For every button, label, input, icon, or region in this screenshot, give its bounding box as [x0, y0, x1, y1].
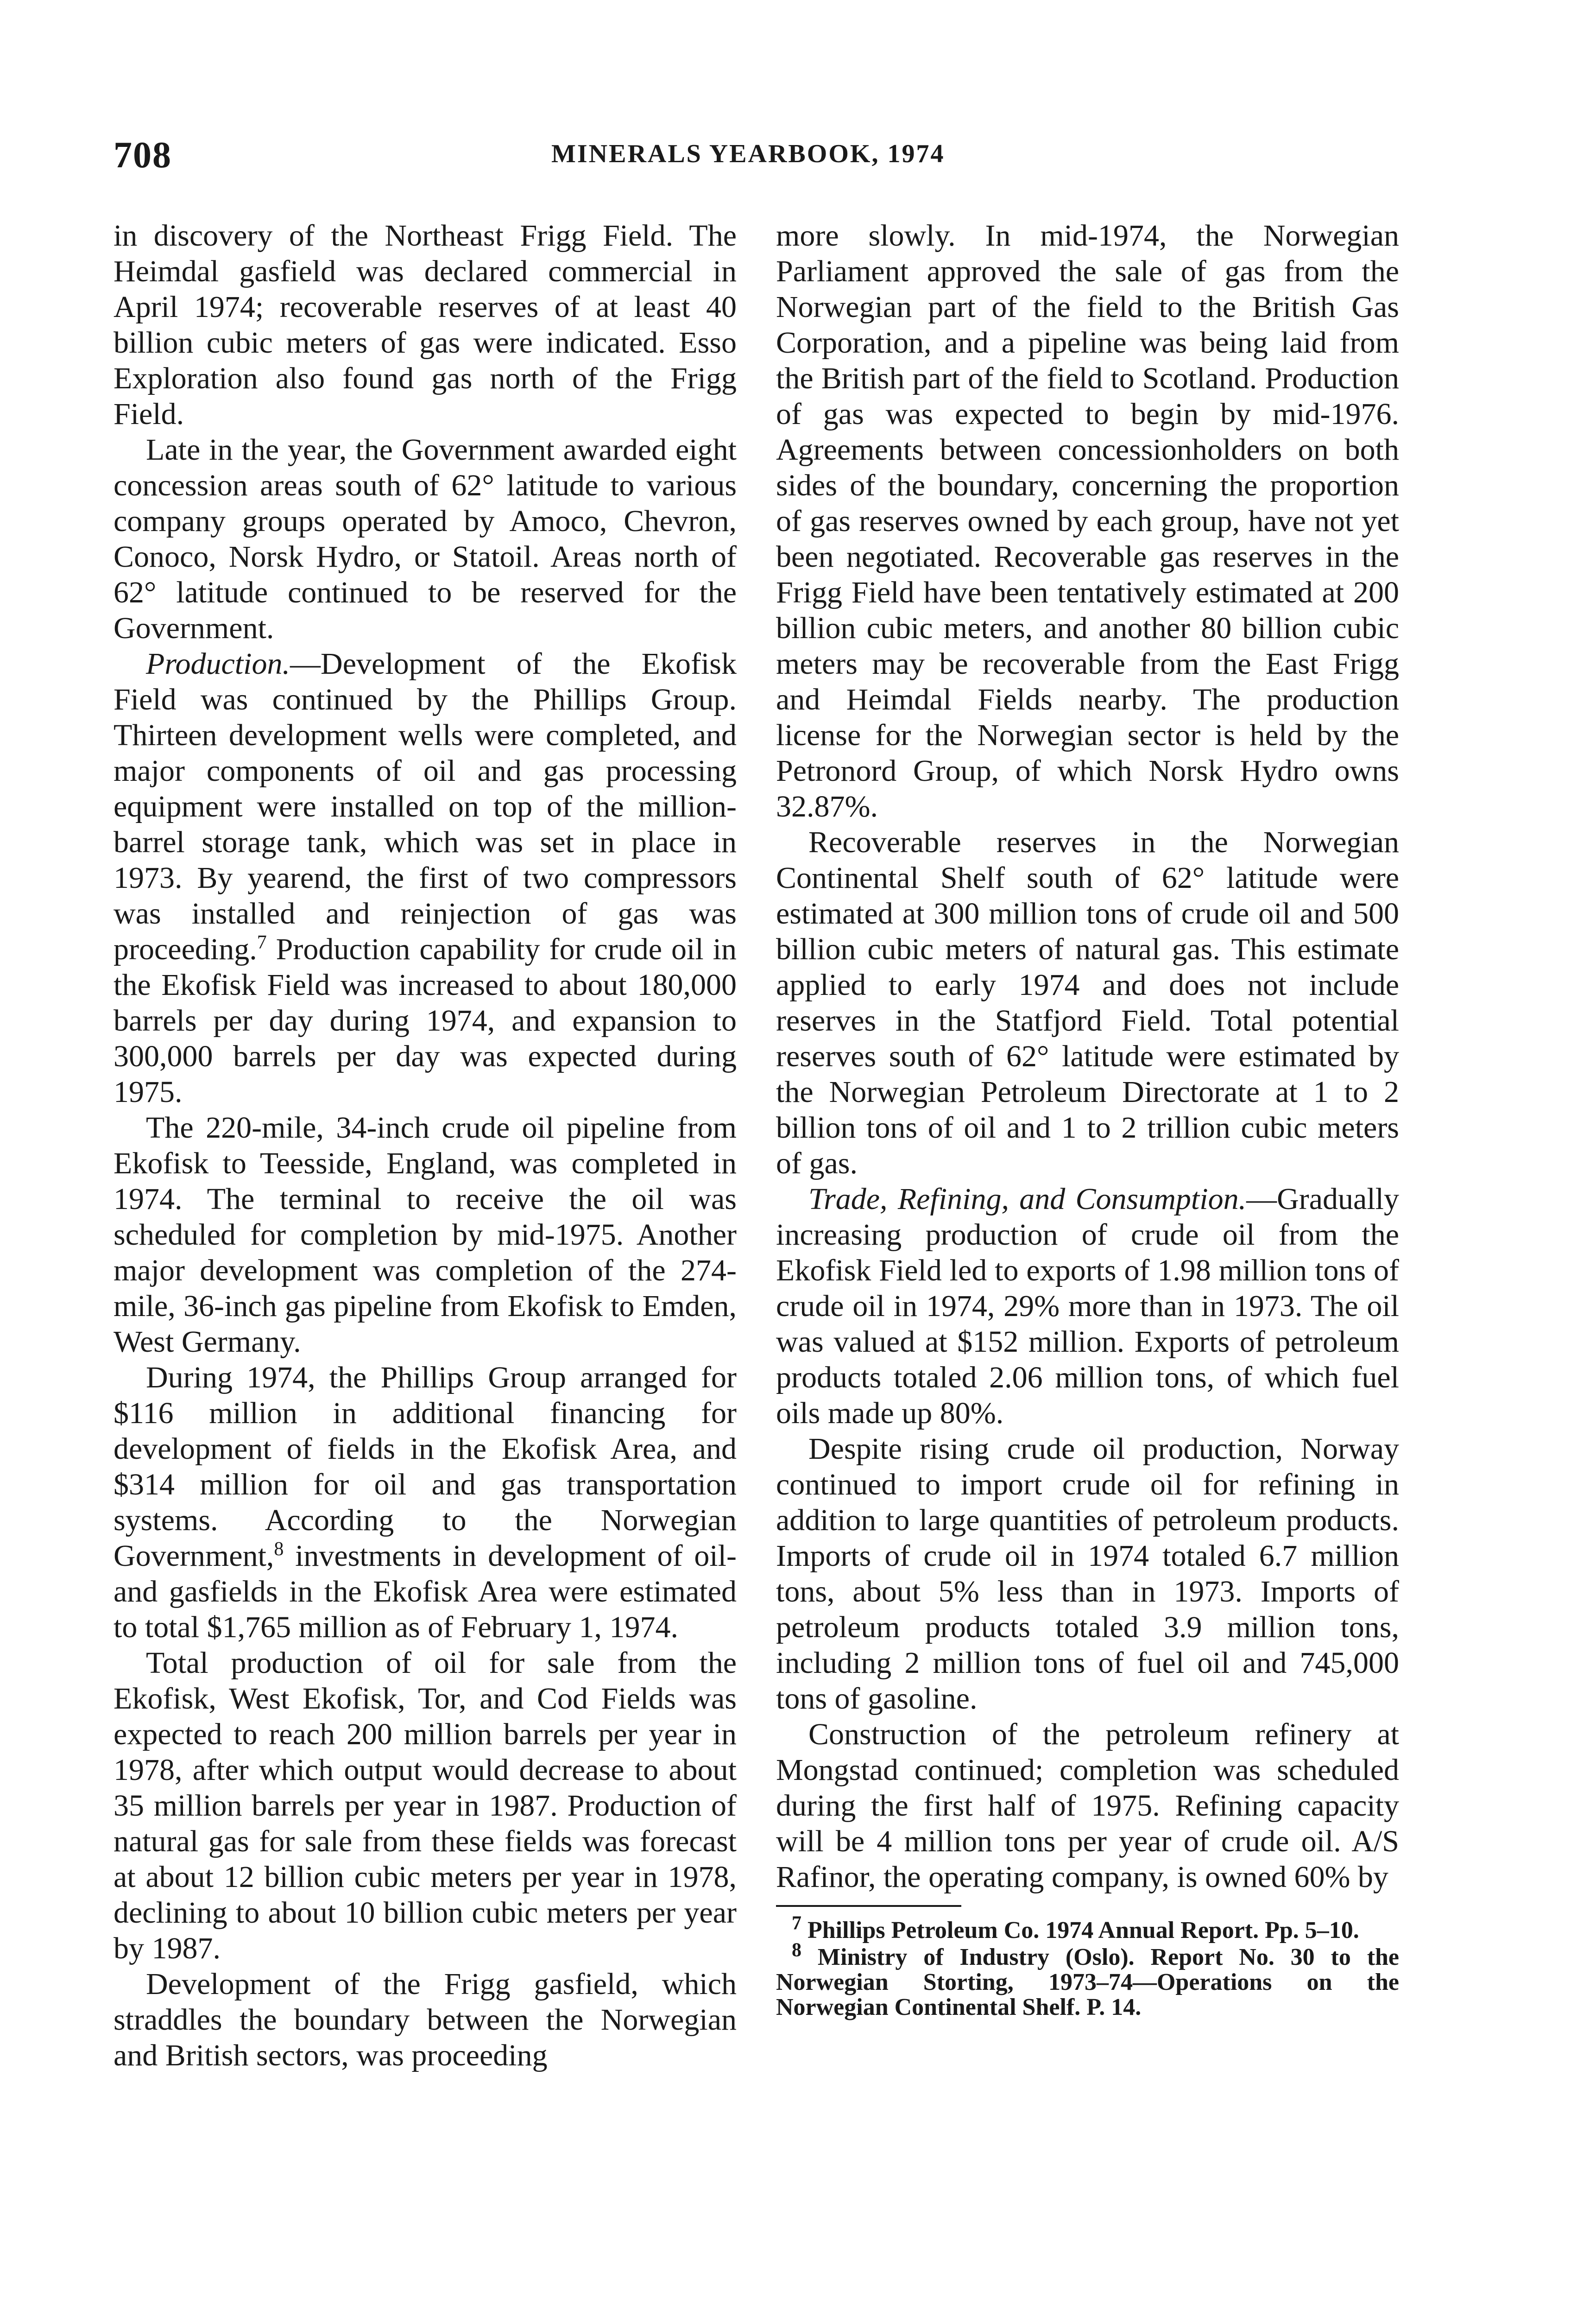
paragraph: Late in the year, the Government awarded eight concession areas south of 62° latitude to various company groups operated by Amoco, Chevron, Conoco, Norsk Hydro, or Statoil. Areas north of 62° latitude continued to be reserved for the Government.: [114, 433, 737, 645]
paragraph-text: During 1974, the Phillips Group arranged for $116 million in additional financing for development of fields in the Ekofisk Area, and $314 million for oil and gas transportation systems. According to the Norwegian Government,: [114, 1361, 737, 1573]
running-title: MINERALS YEARBOOK, 1974: [551, 139, 945, 168]
right-column: [776, 218, 1399, 2022]
paragraph: Construction of the petroleum refinery at Mongstad continued; completion was scheduled during the first half of 1975. Refining capacity will be 4 million tons per year of crude oil. A/S Rafinor, the operating company, is owned 60% by: [776, 1717, 1399, 1894]
paragraph-text: investments in development of oil- and gasfields in the Ekofisk Area were estimated to total $1,765 million as of February 1, 1974.: [114, 1539, 737, 1644]
paragraph: [114, 1360, 737, 1645]
paragraph-text: —Development of the Ekofisk Field was continued by the Phillips Group. Thirteen development wells were completed, and major components of oil and gas processing equipment were installed on top of the million-barrel storage tank, which was set in place in 1973. By yearend, the first of two compressors was installed and reinjection of gas was proceeding.: [114, 647, 737, 966]
page-number: 708: [114, 135, 172, 176]
footnotes: [776, 1912, 1400, 2020]
paragraph-text: Production capability for crude oil in the Ekofisk Field was increased to about 180,000 barrels per day during 1974, and expansion to 300,000 barrels per day was expected during 1975.: [114, 932, 737, 1109]
paragraph: Development of the Frigg gasfield, which straddles the boundary between the Norwegian and British sectors, was proceeding: [114, 1967, 737, 2072]
paragraph-text: —Gradually increasing production of crude oil from the Ekofisk Field led to exports of 1.98 million tons of crude oil in 1974, 29% more than in 1973. The oil was valued at $152 million. Exports of petroleum products totaled 2.06 million tons, of which fuel oils made up 80%.: [776, 1182, 1399, 1430]
paragraph: [114, 646, 737, 1110]
left-column: [114, 218, 737, 2073]
footnote-mark: 8: [792, 1939, 801, 1961]
paragraph: The 220-mile, 34-inch crude oil pipeline from Ekofisk to Teesside, England, was completed in 1974. The terminal to receive the oil was scheduled for completion by mid-1975. Another major development was completion of the 274-mile, 36-inch gas pipeline from Ekofisk to Emden, West Germany.: [114, 1111, 737, 1359]
footnote-mark: 7: [792, 1912, 801, 1934]
footnote: [776, 1939, 1400, 2020]
footnote-text: Ministry of Industry (Oslo). Report No. 30 to the Norwegian Storting, 1973–74—Operations on the Norwegian Continental Shelf. P. 14.: [776, 1944, 1400, 2020]
footnote-divider: [776, 1905, 961, 1907]
footnote-ref: 7: [257, 932, 267, 953]
paragraph: more slowly. In mid-1974, the Norwegian Parliament approved the sale of gas from the Norwegian part of the field to the British Gas Corporation, and a pipeline was being laid from the British part of the field to Scotland. Production of gas was expected to begin by mid-1976. Agreements between concessionholders on both sides of the boundary, concerning the proportion of gas reserves owned by each group, have not yet been negotiated. Recoverable gas reserves in the Frigg Field have been tentatively estimated at 200 billion cubic meters, and another 80 billion cubic meters may be recoverable from the East Frigg and Heimdal Fields nearby. The production license for the Norwegian sector is held by the Petronord Group, of which Norsk Hydro owns 32.87%.: [776, 219, 1399, 823]
paragraph: Total production of oil for sale from the Ekofisk, West Ekofisk, Tor, and Cod Fields was expected to reach 200 million barrels per year in 1978, after which output would decrease to about 35 million barrels per year in 1987. Production of natural gas for sale from these fields was forecast at about 12 billion cubic meters per year in 1978, declining to about 10 billion cubic meters per year by 1987.: [114, 1646, 737, 1965]
section-heading-production: Production.: [146, 647, 290, 681]
paragraph: Despite rising crude oil production, Norway continued to import crude oil for refining in addition to large quantities of petroleum products. Imports of crude oil in 1974 totaled 6.7 million tons, about 5% less than in 1973. Imports of petroleum products totaled 3.9 million tons, including 2 million tons of fuel oil and 745,000 tons of gasoline.: [776, 1432, 1399, 1716]
footnote: [776, 1912, 1399, 1943]
paragraph: Recoverable reserves in the Norwegian Continental Shelf south of 62° latitude were estimated at 300 million tons of crude oil and 500 billion cubic meters of natural gas. This estimate applied to early 1974 and does not include reserves in the Statfjord Field. Total potential reserves south of 62° latitude were estimated by the Norwegian Petroleum Directorate at 1 to 2 billion tons of oil and 1 to 2 trillion cubic meters of gas.: [776, 825, 1399, 1180]
footnote-text: Phillips Petroleum Co. 1974 Annual Report. Pp. 5–10.: [807, 1917, 1359, 1943]
paragraph: [776, 1181, 1399, 1431]
section-heading-trade: Trade, Refining, and Consumption.: [808, 1182, 1247, 1216]
footnote-ref: 8: [274, 1538, 284, 1560]
paragraph: in discovery of the Northeast Frigg Field. The Heimdal gasfield was declared commercial in April 1974; recoverable reserves of at least 40 billion cubic meters of gas were indicated. Esso Exploration also found gas north of the Frigg Field.: [114, 219, 737, 431]
